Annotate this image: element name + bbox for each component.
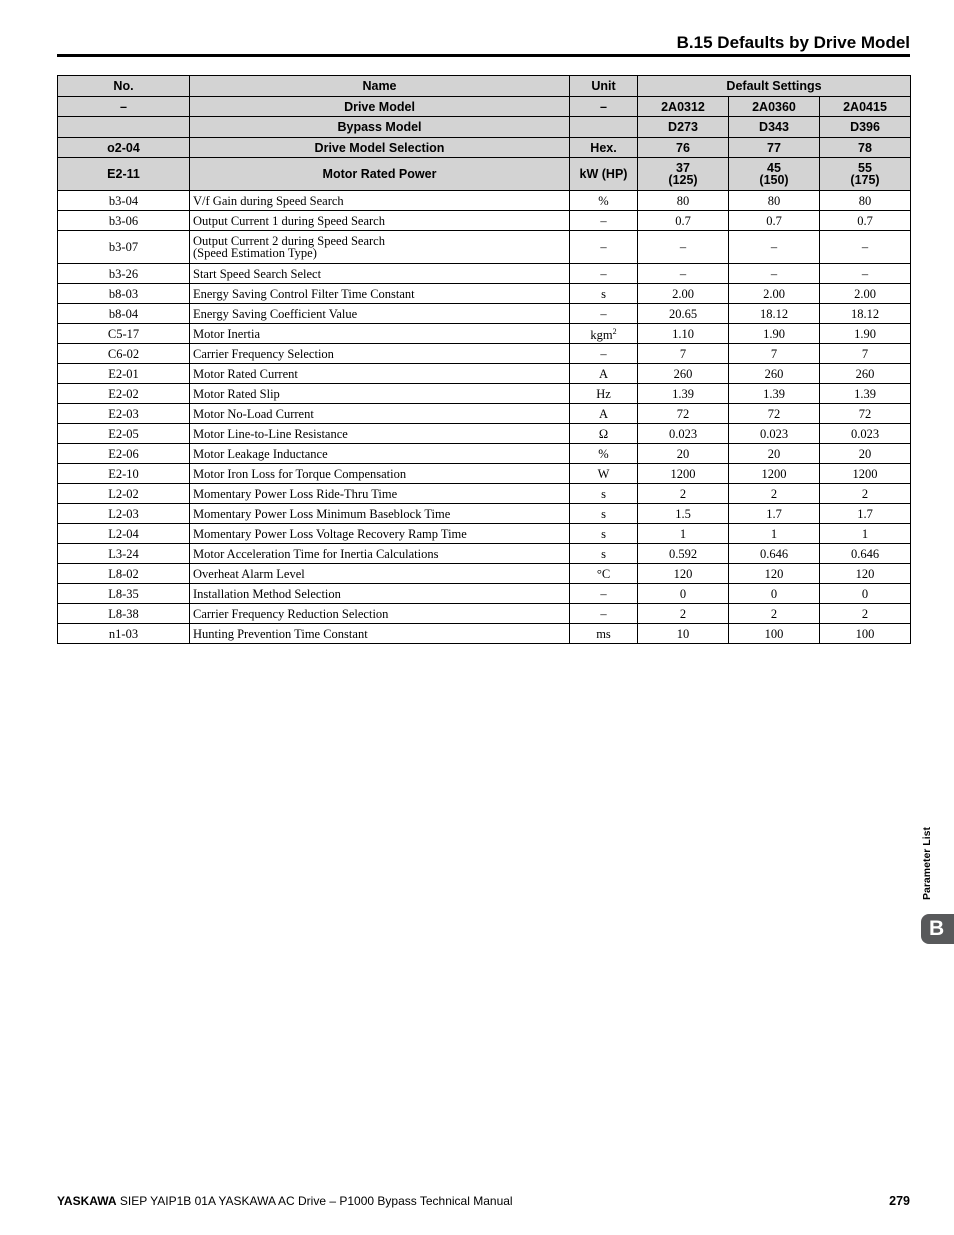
param-name: Momentary Power Loss Voltage Recovery Ramp Time: [190, 524, 570, 544]
param-default-value: 260: [820, 364, 911, 384]
power-kw: 37: [676, 161, 690, 175]
param-unit: [570, 364, 638, 384]
param-no: L2-04: [58, 524, 190, 544]
param-unit: [570, 444, 638, 464]
param-default-value: 2.00: [820, 284, 911, 304]
drive-model-value: 2A0360: [729, 97, 820, 117]
param-default-value: 20: [729, 444, 820, 464]
bypass-model-row: [58, 117, 911, 138]
param-default-value: –: [820, 231, 911, 264]
param-unit-text: –: [600, 306, 607, 321]
param-name: Motor Leakage Inductance: [190, 444, 570, 464]
param-unit-text: s: [601, 486, 606, 501]
param-default-value: 72: [820, 404, 911, 424]
param-no: L3-24: [58, 544, 190, 564]
table-row: [58, 544, 911, 564]
param-unit-text: –: [600, 606, 607, 621]
param-default-value: 0.023: [638, 424, 729, 444]
defaults-table: [57, 75, 911, 644]
param-unit: [570, 384, 638, 404]
param-default-value: 1.90: [729, 324, 820, 344]
param-default-value: 72: [638, 404, 729, 424]
param-default-value: 2: [820, 484, 911, 504]
param-unit-text: –: [600, 213, 607, 228]
param-default-value: 18.12: [729, 304, 820, 324]
param-default-value: 0.7: [729, 211, 820, 231]
param-name: Energy Saving Control Filter Time Constant: [190, 284, 570, 304]
param-unit-text: s: [601, 286, 606, 301]
page-number: 279: [889, 1194, 910, 1208]
param-unit: [570, 231, 638, 264]
param-name: Start Speed Search Select: [190, 264, 570, 284]
param-default-value: –: [638, 264, 729, 284]
param-name: Motor No-Load Current: [190, 404, 570, 424]
param-default-value: 1200: [638, 464, 729, 484]
param-no: L2-02: [58, 484, 190, 504]
param-no: b3-26: [58, 264, 190, 284]
param-unit: [570, 584, 638, 604]
param-name: Motor Acceleration Time for Inertia Calculations: [190, 544, 570, 564]
param-unit: [570, 304, 638, 324]
param-default-value: 0.023: [729, 424, 820, 444]
param-default-value: 2: [638, 484, 729, 504]
param-default-value: 0.023: [820, 424, 911, 444]
param-unit-text: A: [598, 406, 609, 421]
table-row: [58, 231, 911, 264]
param-default-value: 1.39: [729, 384, 820, 404]
motor-rated-power-row: [58, 158, 911, 191]
col-header-unit: Unit: [570, 76, 638, 97]
power-value: [820, 158, 911, 191]
power-value: [729, 158, 820, 191]
selection-value: 77: [729, 138, 820, 158]
power-unit: kW (HP): [570, 158, 638, 191]
table-row: [58, 564, 911, 584]
selection-unit: Hex.: [570, 138, 638, 158]
side-tab-label: Parameter List: [921, 827, 933, 900]
param-default-value: 260: [638, 364, 729, 384]
param-name: Momentary Power Loss Minimum Baseblock Time: [190, 504, 570, 524]
param-name: Motor Rated Current: [190, 364, 570, 384]
table-row: [58, 344, 911, 364]
param-unit: [570, 284, 638, 304]
param-unit-text: Ω: [598, 426, 609, 441]
param-no: b3-06: [58, 211, 190, 231]
param-unit-superscript: 2: [612, 326, 617, 336]
param-default-value: 18.12: [820, 304, 911, 324]
power-hp: (125): [668, 173, 698, 187]
param-name: Output Current 1 during Speed Search: [190, 211, 570, 231]
param-name: Carrier Frequency Selection: [190, 344, 570, 364]
param-name-line: (Speed Estimation Type): [193, 246, 317, 260]
col-header-no: No.: [58, 76, 190, 97]
power-kw: 55: [858, 161, 872, 175]
selection-name: Drive Model Selection: [190, 138, 570, 158]
param-default-value: 2.00: [729, 284, 820, 304]
param-name: Installation Method Selection: [190, 584, 570, 604]
param-default-value: 100: [820, 624, 911, 644]
param-unit-text: W: [597, 466, 610, 481]
param-default-value: 80: [638, 191, 729, 211]
param-default-value: 0: [638, 584, 729, 604]
table-row: [58, 624, 911, 644]
param-default-value: 1.39: [638, 384, 729, 404]
param-name: [190, 231, 570, 264]
param-no: C5-17: [58, 324, 190, 344]
param-unit-text: %: [598, 193, 609, 208]
param-unit-text: s: [601, 526, 606, 541]
param-unit: [570, 524, 638, 544]
param-default-value: 120: [729, 564, 820, 584]
col-header-name: Name: [190, 76, 570, 97]
param-default-value: 2: [638, 604, 729, 624]
power-kw: 45: [767, 161, 781, 175]
param-no: L8-38: [58, 604, 190, 624]
param-default-value: 0.646: [729, 544, 820, 564]
footer-brand: YASKAWA: [57, 1194, 117, 1208]
param-unit-text: –: [600, 240, 607, 254]
param-name: Overheat Alarm Level: [190, 564, 570, 584]
section-title: B.15 Defaults by Drive Model: [676, 33, 910, 52]
param-default-value: 1.90: [820, 324, 911, 344]
header-rule: [57, 54, 910, 57]
param-unit: [570, 504, 638, 524]
param-default-value: 80: [729, 191, 820, 211]
param-unit-text: s: [601, 506, 606, 521]
table-row: [58, 211, 911, 231]
table-row: [58, 384, 911, 404]
param-unit: [570, 424, 638, 444]
param-no: C6-02: [58, 344, 190, 364]
param-unit: [570, 564, 638, 584]
param-default-value: –: [820, 264, 911, 284]
param-unit: [570, 191, 638, 211]
param-no: L8-02: [58, 564, 190, 584]
bypass-model-value: D343: [729, 117, 820, 138]
param-name: Motor Inertia: [190, 324, 570, 344]
param-unit: [570, 404, 638, 424]
param-no: E2-01: [58, 364, 190, 384]
table-row: [58, 444, 911, 464]
bypass-model-name: Bypass Model: [190, 117, 570, 138]
param-unit: [570, 211, 638, 231]
param-unit: [570, 484, 638, 504]
param-unit: [570, 464, 638, 484]
table-row: [58, 504, 911, 524]
drive-model-name: Drive Model: [190, 97, 570, 117]
param-default-value: 120: [638, 564, 729, 584]
param-default-value: 1.5: [638, 504, 729, 524]
param-default-value: 2: [729, 604, 820, 624]
table-row: [58, 284, 911, 304]
power-name: Motor Rated Power: [190, 158, 570, 191]
col-header-default-settings: Default Settings: [638, 76, 911, 97]
table-row: [58, 404, 911, 424]
param-default-value: –: [729, 231, 820, 264]
table-row: [58, 604, 911, 624]
param-unit-text: °C: [596, 566, 611, 581]
param-unit-text: %: [598, 446, 609, 461]
param-default-value: 0.7: [820, 211, 911, 231]
param-default-value: 2: [820, 604, 911, 624]
footer-doc-title: [57, 1194, 513, 1208]
drive-model-selection-row: [58, 138, 911, 158]
param-default-value: 1.39: [820, 384, 911, 404]
table-row: [58, 524, 911, 544]
param-unit: [570, 544, 638, 564]
param-default-value: 0.7: [638, 211, 729, 231]
param-unit: [570, 264, 638, 284]
param-name: Carrier Frequency Reduction Selection: [190, 604, 570, 624]
param-name: V/f Gain during Speed Search: [190, 191, 570, 211]
param-default-value: 0.592: [638, 544, 729, 564]
bypass-model-unit: [570, 117, 638, 138]
param-unit: [570, 324, 638, 344]
param-default-value: 2: [729, 484, 820, 504]
param-no: E2-02: [58, 384, 190, 404]
selection-value: 78: [820, 138, 911, 158]
param-default-value: 20: [820, 444, 911, 464]
param-no: b3-07: [58, 231, 190, 264]
param-unit-text: –: [600, 266, 607, 281]
param-default-value: 2.00: [638, 284, 729, 304]
table-row: [58, 264, 911, 284]
drive-model-row: [58, 97, 911, 117]
param-default-value: 7: [820, 344, 911, 364]
param-default-value: 0.646: [820, 544, 911, 564]
param-unit: [570, 344, 638, 364]
footer-doc: SIEP YAIP1B 01A YASKAWA AC Drive – P1000 Bypass Technical Manual: [116, 1194, 513, 1208]
param-no: L2-03: [58, 504, 190, 524]
param-unit: [570, 604, 638, 624]
table-row: [58, 464, 911, 484]
param-default-value: 260: [729, 364, 820, 384]
param-default-value: 1: [638, 524, 729, 544]
power-value: [638, 158, 729, 191]
param-default-value: 120: [820, 564, 911, 584]
side-tab-letter: B: [921, 914, 954, 944]
param-default-value: 1200: [820, 464, 911, 484]
power-hp: (150): [759, 173, 789, 187]
param-default-value: 100: [729, 624, 820, 644]
drive-model-value: 2A0312: [638, 97, 729, 117]
bypass-model-value: D273: [638, 117, 729, 138]
param-default-value: 1: [729, 524, 820, 544]
param-unit-text: s: [601, 546, 606, 561]
param-default-value: 0: [729, 584, 820, 604]
param-unit-text: ms: [596, 626, 611, 641]
param-default-value: 7: [729, 344, 820, 364]
param-default-value: –: [638, 231, 729, 264]
table-row: [58, 484, 911, 504]
table-row: [58, 584, 911, 604]
param-default-value: 80: [820, 191, 911, 211]
param-default-value: 1.10: [638, 324, 729, 344]
param-unit-text: A: [598, 366, 609, 381]
table-header-row: [58, 76, 911, 97]
param-no: E2-10: [58, 464, 190, 484]
table-row: [58, 304, 911, 324]
table-row: [58, 324, 911, 344]
param-unit-text: kgm: [590, 328, 613, 343]
table-row: [58, 191, 911, 211]
param-default-value: 1.7: [820, 504, 911, 524]
param-default-value: 1: [820, 524, 911, 544]
param-no: b3-04: [58, 191, 190, 211]
param-unit: [570, 624, 638, 644]
bypass-model-no: [58, 117, 190, 138]
power-hp: (175): [850, 173, 880, 187]
param-no: L8-35: [58, 584, 190, 604]
param-name: Energy Saving Coefficient Value: [190, 304, 570, 324]
selection-no: o2-04: [58, 138, 190, 158]
param-default-value: 72: [729, 404, 820, 424]
param-default-value: 1.7: [729, 504, 820, 524]
drive-model-unit: –: [570, 97, 638, 117]
param-default-value: 20: [638, 444, 729, 464]
param-default-value: 1200: [729, 464, 820, 484]
param-no: E2-05: [58, 424, 190, 444]
table-row: [58, 424, 911, 444]
param-name: Hunting Prevention Time Constant: [190, 624, 570, 644]
power-no: E2-11: [58, 158, 190, 191]
param-no: n1-03: [58, 624, 190, 644]
param-name-line: Output Current 2 during Speed Search: [193, 234, 385, 248]
param-default-value: 7: [638, 344, 729, 364]
param-unit-text: –: [600, 346, 607, 361]
param-no: b8-03: [58, 284, 190, 304]
param-name: Momentary Power Loss Ride-Thru Time: [190, 484, 570, 504]
param-no: E2-03: [58, 404, 190, 424]
param-unit-text: –: [600, 586, 607, 601]
param-name: Motor Line-to-Line Resistance: [190, 424, 570, 444]
param-no: b8-04: [58, 304, 190, 324]
drive-model-no: –: [58, 97, 190, 117]
param-default-value: –: [729, 264, 820, 284]
table-row: [58, 364, 911, 384]
param-default-value: 0: [820, 584, 911, 604]
param-default-value: 10: [638, 624, 729, 644]
param-default-value: 20.65: [638, 304, 729, 324]
bypass-model-value: D396: [820, 117, 911, 138]
drive-model-value: 2A0415: [820, 97, 911, 117]
param-no: E2-06: [58, 444, 190, 464]
param-unit-text: Hz: [596, 386, 611, 401]
param-name: Motor Rated Slip: [190, 384, 570, 404]
selection-value: 76: [638, 138, 729, 158]
param-name: Motor Iron Loss for Torque Compensation: [190, 464, 570, 484]
